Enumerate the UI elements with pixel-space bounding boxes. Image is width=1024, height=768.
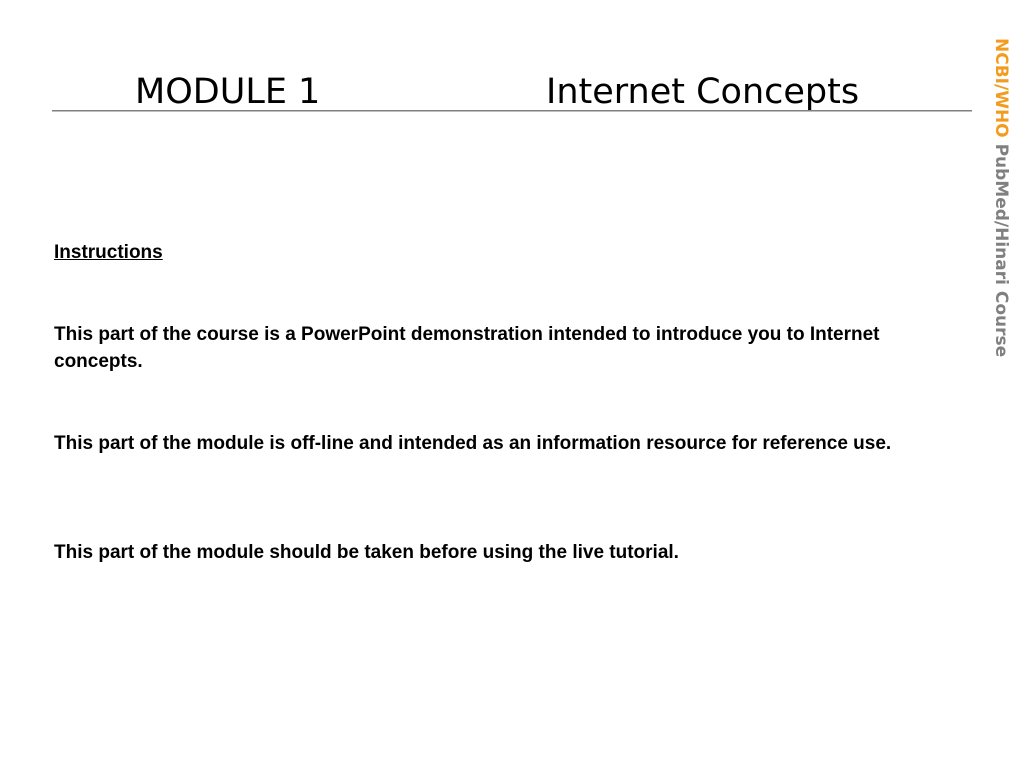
- module-label: MODULE 1: [135, 72, 321, 112]
- instruction-paragraph-1: This part of the course is a PowerPoint demonstration intended to introduce you to Internet concepts.: [54, 324, 880, 372]
- slide-title: Internet Concepts: [546, 72, 860, 112]
- brand-org-text: NCBI/WHO: [991, 38, 1011, 138]
- side-brand-banner: [986, 38, 1016, 398]
- instructions-heading: Instructions: [54, 242, 163, 263]
- instruction-paragraph-3: This part of the module should be taken before using the live tutorial.: [54, 542, 679, 563]
- brand-course-text: PubMed/Hinari Course: [991, 143, 1011, 358]
- title-divider: [52, 110, 972, 112]
- instruction-paragraph-2: This part of the module is off-line and intended as an information resource for reference use.: [54, 433, 892, 454]
